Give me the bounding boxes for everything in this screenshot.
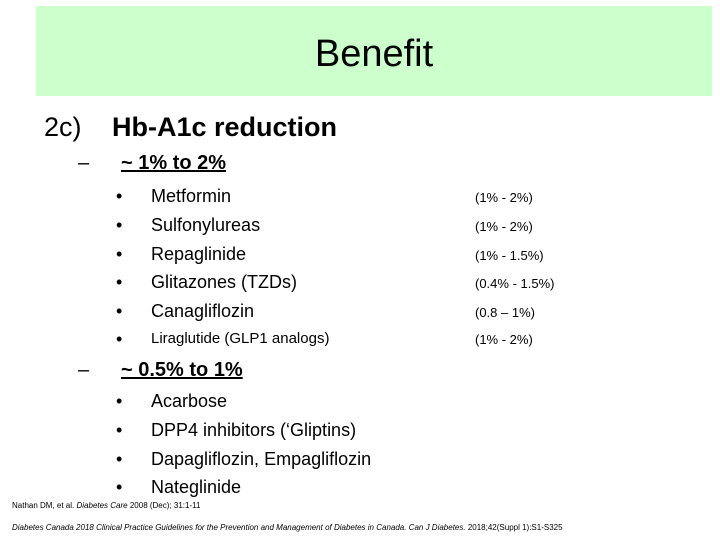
bullet: •	[116, 477, 123, 497]
reference-1	[12, 501, 200, 511]
reference-1-authors: Nathan DM, et al.	[12, 501, 77, 510]
reference-1-journal: Diabetes Care	[76, 501, 128, 510]
bullet: •	[116, 272, 123, 292]
bullet: •	[116, 449, 123, 469]
group1-dash: –	[78, 152, 90, 174]
drug-dapagliflozin-empagliflozin: Dapagliflozin, Empagliflozin	[151, 449, 372, 469]
range-repaglinide: (1% - 1.5%)	[475, 248, 544, 263]
slide-title: Benefit	[314, 33, 434, 75]
bullet: •	[116, 215, 123, 235]
drug-repaglinide: Repaglinide	[151, 244, 247, 264]
group2-label: ~ 0.5% to 1%	[121, 359, 243, 381]
drug-dpp4-inhibitors: DPP4 inhibitors (‘Gliptins)	[151, 420, 357, 440]
drug-canagliflozin: Canagliflozin	[151, 301, 255, 321]
bullet: •	[116, 186, 123, 206]
bullet: •	[116, 301, 123, 321]
bullet: •	[116, 420, 123, 440]
drug-sulfonylureas: Sulfonylureas	[151, 215, 261, 235]
drug-metformin: Metformin	[151, 186, 232, 206]
section-heading	[44, 110, 337, 144]
range-sulfonylureas: (1% - 2%)	[475, 219, 533, 234]
range-glitazones: (0.4% - 1.5%)	[475, 276, 555, 291]
title-banner	[36, 6, 712, 96]
range-canagliflozin: (0.8 – 1%)	[475, 305, 535, 320]
reference-2-title: Diabetes Canada 2018 Clinical Practice Guidelines for the Prevention and Management of Diabetes in Canada. Can J Diabetes.	[12, 523, 466, 532]
reference-2	[12, 523, 563, 533]
reference-2-citation: 2018;42(Suppl 1):S1-S325	[465, 523, 563, 532]
drug-liraglutide: Liraglutide (GLP1 analogs)	[151, 330, 330, 347]
group1-label: ~ 1% to 2%	[121, 152, 227, 174]
section-number: 2c)	[44, 112, 82, 142]
group2-dash: –	[78, 359, 90, 381]
bullet: •	[116, 244, 123, 264]
drug-acarbose: Acarbose	[151, 391, 228, 411]
bullet: •	[116, 329, 123, 349]
drug-nateglinide: Nateglinide	[151, 477, 242, 497]
reference-1-citation: 2008 (Dec); 31:1-11	[127, 501, 201, 510]
range-metformin: (1% - 2%)	[475, 190, 533, 205]
bullet: •	[116, 391, 123, 411]
section-heading-text: Hb-A1c reduction	[112, 112, 338, 142]
range-liraglutide: (1% - 2%)	[475, 332, 533, 347]
drug-glitazones: Glitazones (TZDs)	[151, 272, 298, 292]
